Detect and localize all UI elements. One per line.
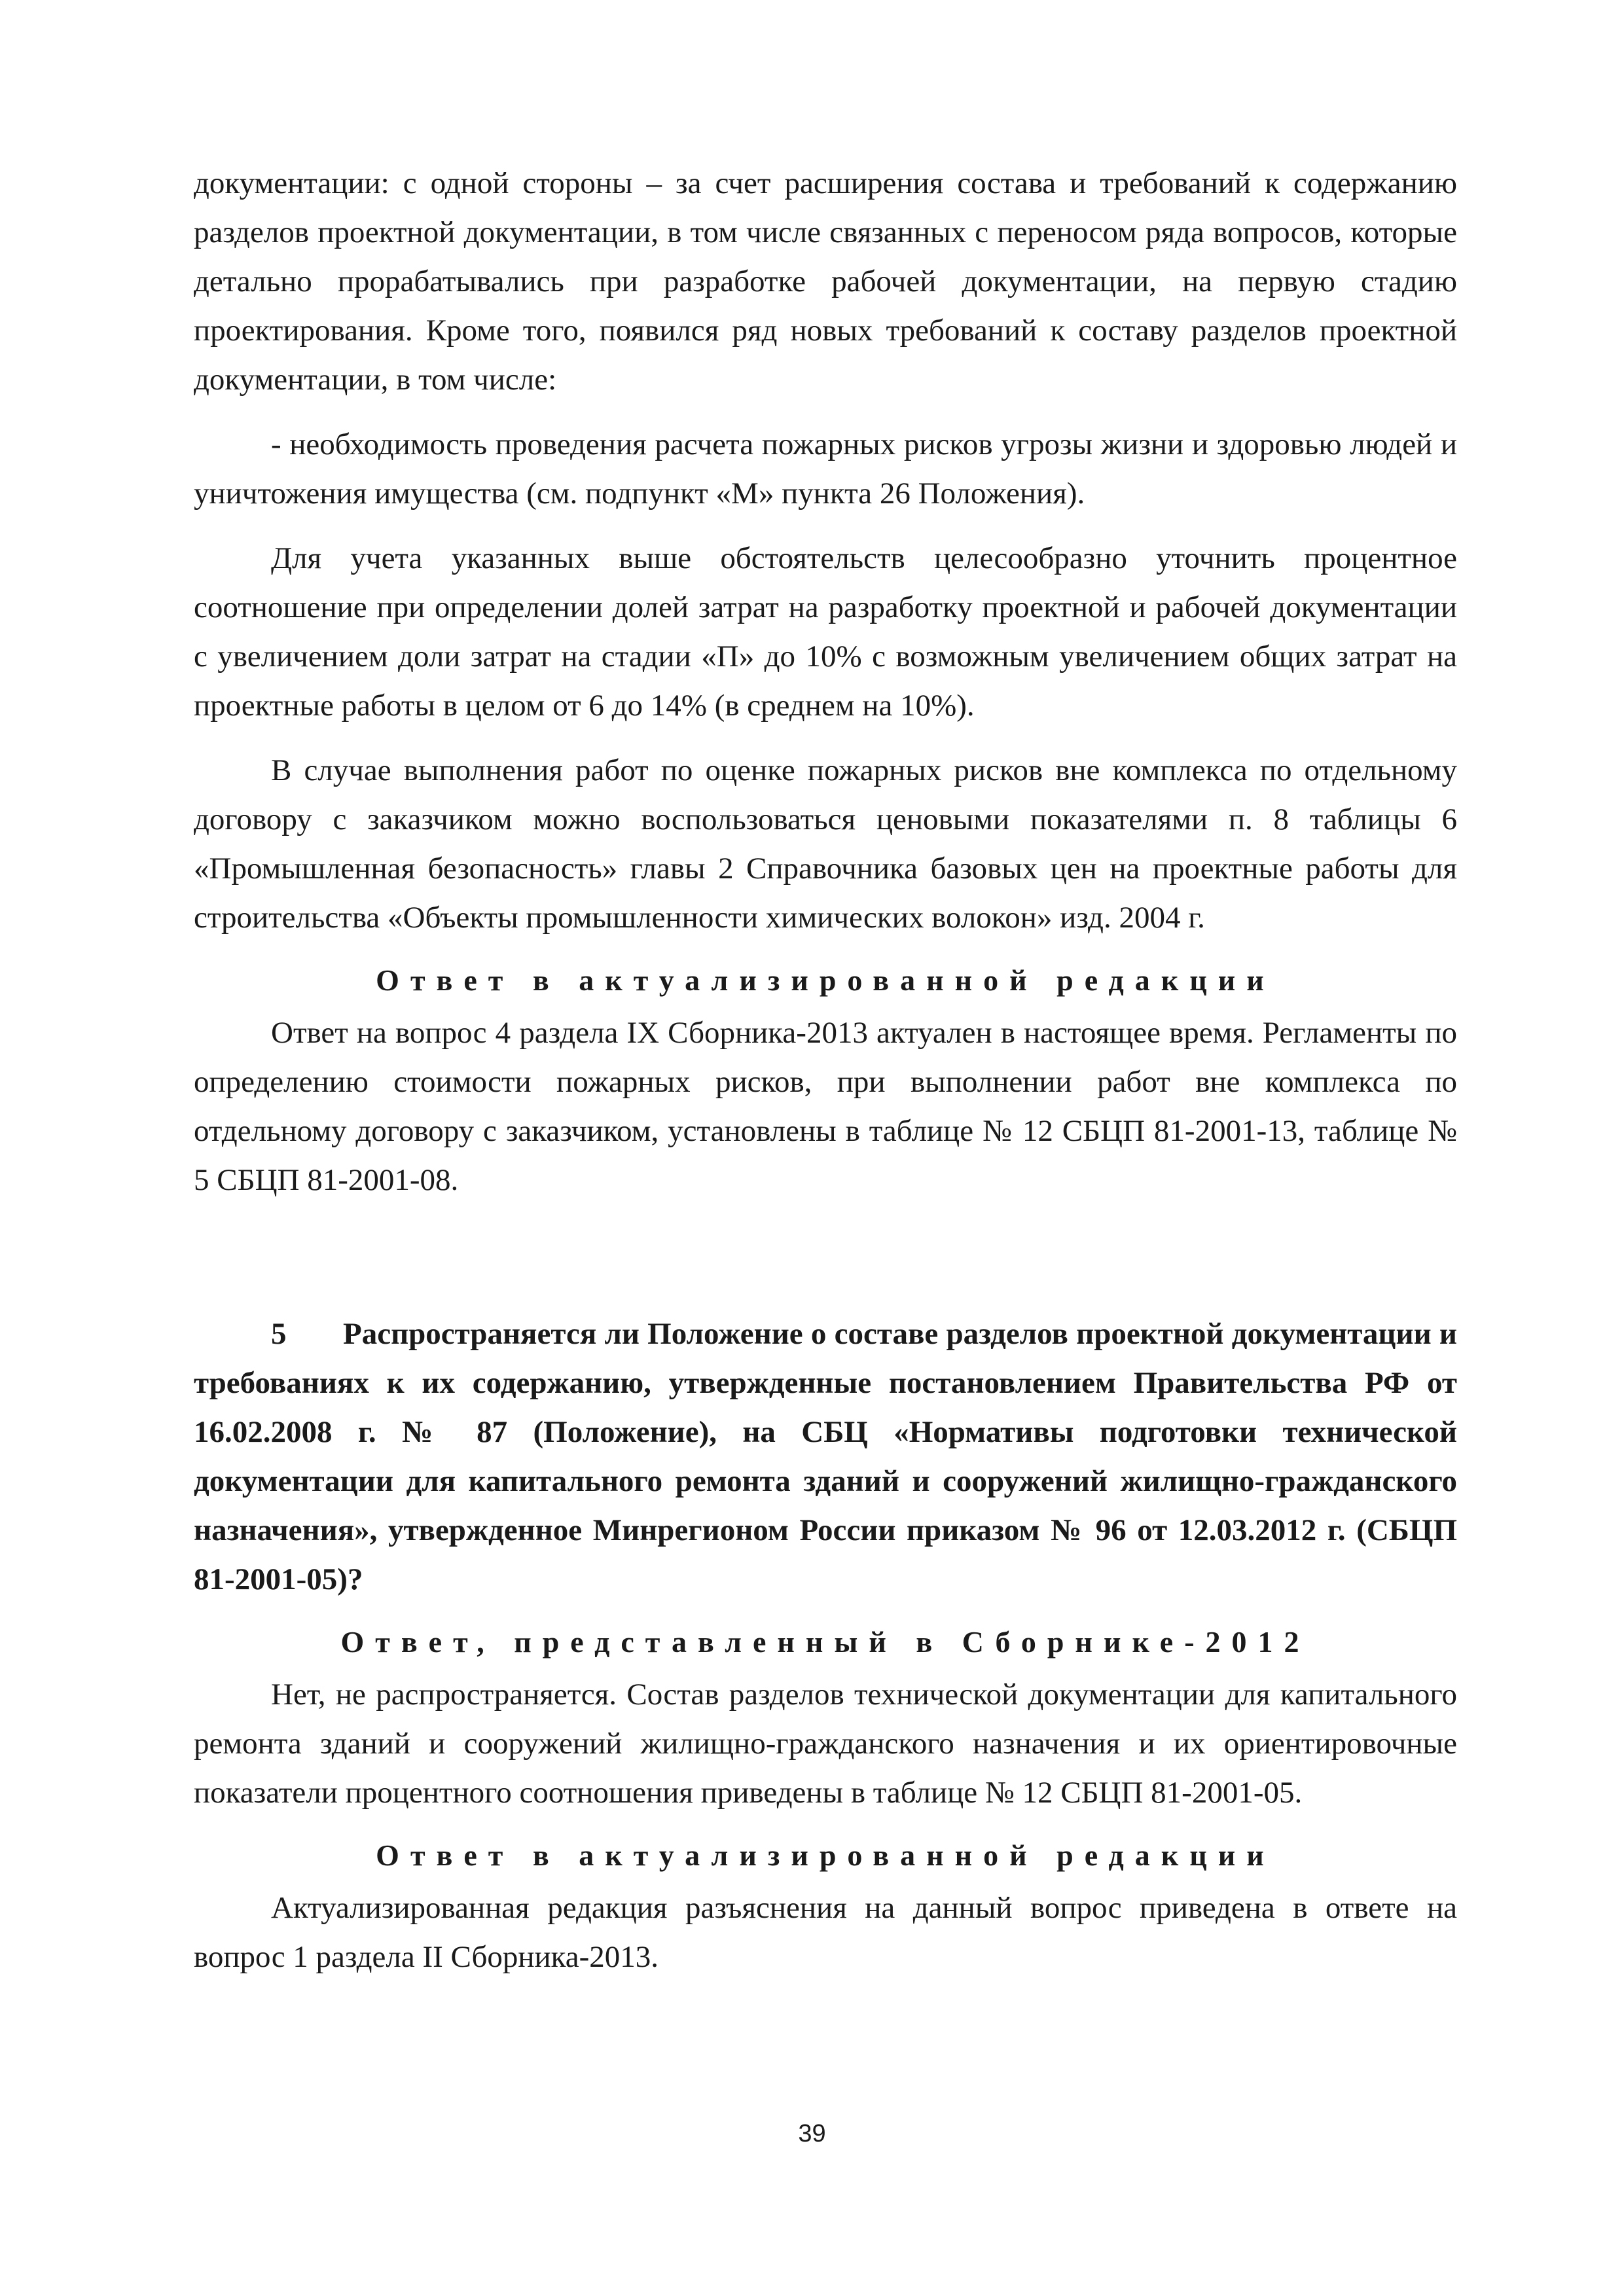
paragraph-continuation: документации: с одной стороны – за счет расширения состава и требований к содержанию разделов проектной документации, в том числе связанных с переносом ряда вопросов, которые детально прорабатывались при разработке рабочей документации, на первую стадию проектирования. Кроме того, появился ряд новых требований к составу разделов проектной документации, в том числе: — [194, 166, 1457, 397]
question-5 — [194, 1310, 1457, 1604]
paragraph-cost-ratio: Для учета указанных выше обстоятельств целесообразно уточнить процентное соотношение при определении долей затрат на разработку проектной и рабочей документации с увеличением доли затрат на стадии «П» до 10% с возможным увеличением общих затрат на проектные работы в целом от 6 до 14% (в среднем на 10%). — [194, 541, 1457, 723]
page-number: 39 — [798, 2120, 826, 2147]
question-text: Распространяется ли Положение о составе разделов проектной документации и требованиях к их содержанию, утвержденные постановлением Правительства РФ от 16.02.2008 г. № 87 (Положение), на СБЦ «Нормативы подготовки технической документации для капитального ремонта зданий и сооружений жилищно-гражданского назначения», утвержденное Минрегионом России приказом № 96 от 12.03.2012 г. (СБЦП 81-2001-05)? — [194, 1317, 1457, 1596]
heading-updated-answer-1: Ответ в актуализированной редакции — [376, 963, 1275, 997]
heading-updated-answer-2: Ответ в актуализированной редакции — [376, 1839, 1275, 1872]
paragraph-separate-contract: В случае выполнения работ по оценке пожарных рисков вне комплекса по отдельному договору с заказчиком можно воспользоваться ценовыми показателями п. 8 таблицы 6 «Промышленная безопасность» главы 2 Справочника базовых цен на проектные работы для строительства «Объекты промышленности химических волокон» изд. 2004 г. — [194, 753, 1457, 935]
paragraph-answer-2012: Нет, не распространяется. Состав разделов технической документации для капитального ремонта зданий и сооружений жилищно-гражданского назначения и их ориентировочные показатели процентного соотношения приведены в таблице № 12 СБЦП 81-2001-05. — [194, 1677, 1457, 1810]
paragraph-updated-answer-4: Ответ на вопрос 4 раздела IX Сборника-2013 актуален в настоящее время. Регламенты по определению стоимости пожарных рисков, при выполнении работ вне комплекса по отдельному договору с заказчиком, установлены в таблице № 12 СБЦП 81-2001-13, таблице № 5 СБЦП 81-2001-08. — [194, 1016, 1457, 1197]
question-number: 5 — [271, 1317, 287, 1351]
paragraph-updated-answer-5: Актуализированная редакция разъяснения на данный вопрос приведена в ответе на вопрос 1 раздела II Сборника-2013. — [194, 1891, 1457, 1974]
page-content — [194, 159, 1457, 1982]
heading-answer-2012: Ответ, представленный в Сборнике-2012 — [340, 1625, 1310, 1659]
paragraph-fire-risk-item: - необходимость проведения расчета пожарных рисков угрозы жизни и здоровью людей и уничтожения имущества (см. подпункт «М» пункта 26 Положения). — [194, 427, 1457, 511]
